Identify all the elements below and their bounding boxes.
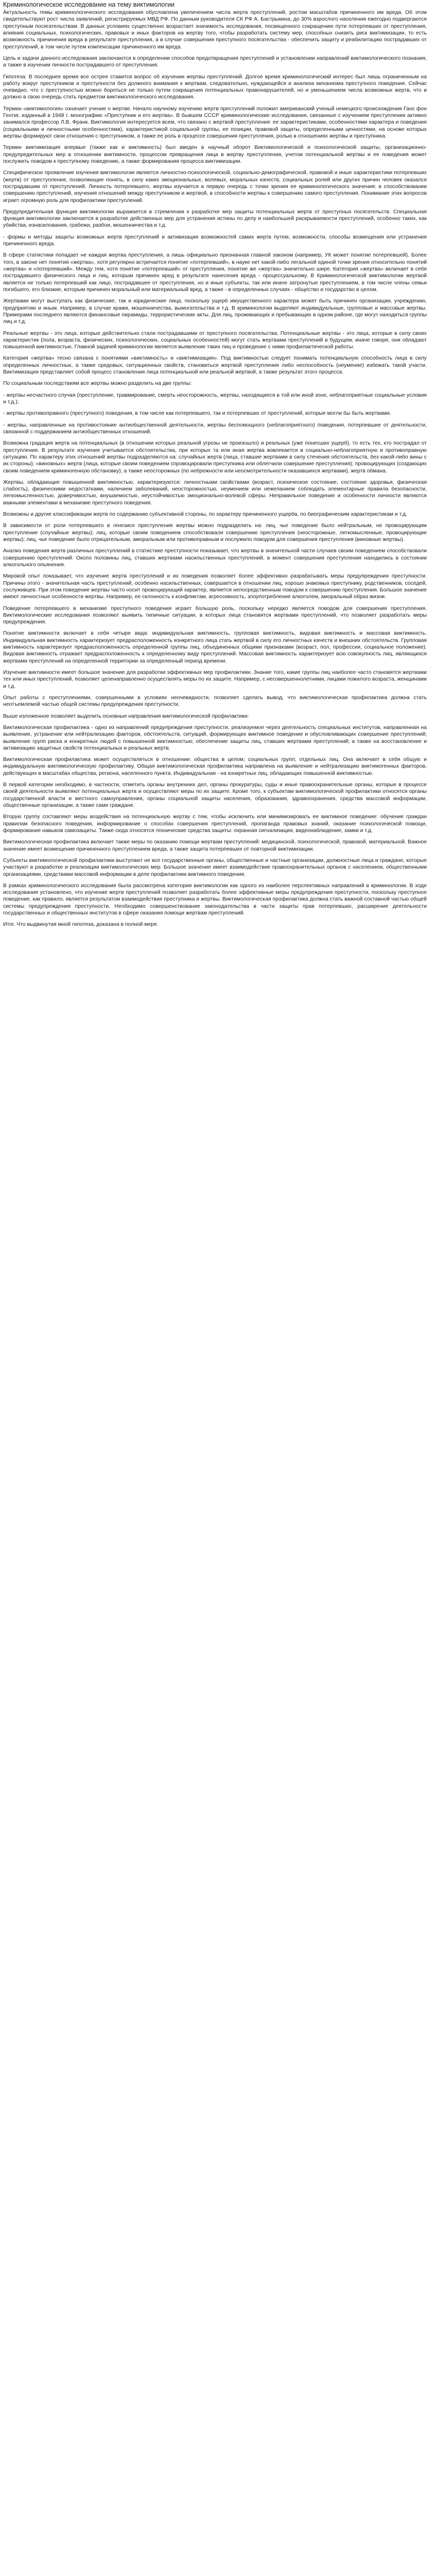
paragraph: Понятие виктимности включает в себя четыре вида: индивидуальная виктимность, групповая виктимность, видовая виктимность и массовая виктимность. Индивидуальная виктимность характеризует предрасположенность конкретного лица стать жертвой в силу его личностных качеств и внешних обстоятельств. Групповая виктимность характеризует предрасположенность определенной группы лиц, объединенных общими признаками (возраст, пол, профессия, социальное положение). Видовая виктимность отражает предрасположенность к определенному виду преступлений. Массовая виктимность характеризует всю совокупность лиц, являющихся жертвами преступлений на определенной территории за определенный период времени. <box>3 631 427 664</box>
paragraph: В зависимости от роли потерпевшего в генезисе преступления жертвы можно подразделить на: лиц, чье поведение было нейтральным, не провоцирующим преступление (случайные жертвы); лиц, которые своим поведением способствовали совершению преступления (неосторожные, легкомысленные, провоцирующие жертвы); лиц, чье поведение было отрицательным, аморальным или противоправным и послужило поводом для совершения преступления (виновные жертвы). <box>3 523 427 543</box>
paragraph: По социальным последствиям все жертвы можно разделить на две группы: <box>3 381 192 387</box>
paragraph: Термин виктимизация впервые (также как и виктимность) был введен в научный оборот Виктимологической и психологической защиты, организационно-предупредительных мер в отношении виктимности, процессом превращения лица в жертву преступления, учетом потенциальной жертвы и ее поведения может послужить поводом к преступному поведению, а также формирования процесса виктимизации. <box>3 145 427 164</box>
paragraph: - жертвы несчастного случая (преступление, травмирование, смерть неосторожность, жертвы, находящиеся в той или иной зоне, неблагоприятные социальные условия и т.д.); <box>3 392 427 405</box>
paragraph: В сфере статистики попадает не каждая жертва преступления, а лишь официально признанная главной законом (например, УК может понятие потерпевшей). Более того, в законе нет понятия «жертва», хотя регулярно встречается понятие «потерпевший», в науке нет какой-либо легальной единой точки зрения относительно понятий «жертва» и «потерпевший». Между тем, хотя понятие «потерпевший» от преступления, понятие же «жертва» значительно шире. Категория «жертва» включает в себя пострадавшего физического лица и лиц, которым причинен вред в результате нанесения вреда - процессуальному. В Криминологической виктимологии жертвой является не только потерпевший как лицо, пострадавшее от преступления, но и иные субъекты, так или иначе затронутые преступлением, в том числе члены семьи погибшего, его близкие, которым причинен моральный или материальный вред, а также - в определенных случаях - общество и государство в целом. <box>3 252 427 293</box>
paragraph: Гипотеза: В последнее время все острее ставится вопрос об изучении жертвы преступлений. Долгое время криминологический интерес был лишь ограниченным на работу вокруг преступников и преступности без должного внимания к жертвам, следовательно, нуждающейся и анализа механизма преступного поведения. Сейчас очевидно, что с преступностью можно бороться не только путем сокращения потенциальных правонарушителей, но и уменьшением числа возможных жертв, что и должно в свою очередь стать предметом виктимологического исследования. <box>3 74 427 100</box>
document-body <box>3 9 427 928</box>
paragraph: Жертвами могут выступать как физические, так и юридические лица, поскольку ущерб имущественного характера может быть причинен организации, учреждению, предприятию и иным. Например, в случае кражи, мошенничества, вымогательства и т.д. В криминологии выделяют индивидуальные, групповые и массовые жертвы. Примерами последнего являются финансовые пирамиды, террористические акты. Для лиц, проживающих и пребывающих в одном районе, где могут находиться группы лиц и т.д. <box>3 298 427 325</box>
paragraph: - жертвы, направленные на противостояние антиобщественной деятельности, жертвы беспомощного (неблагоприятного) поведения, потерпевшие от деятельности, связанной с поддержанием антиобщественных отношений. <box>3 422 427 435</box>
paragraph: Жертвы, обладающие повышенной виктимностью, характеризуются: личностными свойствами (возраст, психическое состояние, состояние здоровья, физическая слабость), физическими недостатками, наличием заболеваний, неосторожностью, неумением или нежеланием соблюдать элементарные правила безопасности, легкомысленностью, доверчивостью, внушаемостью, неустойчивостью эмоционально-волевой сферы. Неправильное поведение и особенности личности являются важными элементами в механизме преступного поведения. <box>3 479 427 506</box>
paragraph: - формы и методы защиты возможных жертв преступлений и активизация возможностей самих жертв путем, возможности, способы возмещения или устранения причиненного вреда. <box>3 234 427 247</box>
paragraph: Субъекты виктимологической профилактики выступают не все государственные органы, общественные и частные организации, должностные лица и граждане, которые участвуют в разработке и реализации виктимологических мер. Большое значение имеет взаимодействие правоохранительных органов с населением, общественными организациями, средствами массовой информации в деле профилактики виктимного поведения. <box>3 857 427 877</box>
paragraph: Возможна градация жертв на потенциальных (в отношении которых реальной угрозы не произошло) и реальных (уже понесших ущерб), то есть тех, кто пострадал от преступления. В результате изучения учитывается обстоятельства, при которых та или иная жертва вовлекается в социально-неблагоприятную и противоправную ситуацию. По характеру этих отношений жертвы подразделяются на: случайных жертв (лица, ставшие жертвами в силу стечения обстоятельств, без какой-либо вины с их стороны); «виновных» жертв (лица, которые своим поведением спровоцировали преступника или облегчили совершение преступления); провоцирующих (создающих своим поведением криминогенную обстановку); а также неосторожных (по небрежности или неосмотрительности оказавшихся жертвами), жертв обмана. <box>3 440 427 474</box>
paragraph: Виктимологическая профилактика включает также меры по оказанию помощи жертвам преступлений: медицинской, психологической, правовой, материальной. Важное значение имеет возмещение причиненного преступлением вреда, а также защита потерпевших от повторной виктимизации. <box>3 839 427 852</box>
paragraph: Анализ поведения жертв различных преступлений в статистике преступности показывает, что жертвы в значительной части случаев своим поведением способствовали совершению преступлений. Около половины лиц, ставших жертвами насильственных преступлений, в момент совершения преступления находились в состоянии алкогольного опьянения. <box>3 548 427 568</box>
paragraph: В рамках криминологического исследования была рассмотрена категория виктимологии как одного из наиболее перспективных направлений в криминологии. В ходе исследования установлено, что изучение жертв преступлений позволяет разработать более эффективные меры предупреждения преступности, поскольку преступное поведение, как правило, является результатом взаимодействия преступника и жертвы. Виктимологическая профилактика должна стать важной составной частью общей системы предупреждения преступности. Необходимо совершенствование законодательства в части защиты прав потерпевших, расширение деятельности государственных и общественных институтов в сфере оказания помощи жертвам преступлений. <box>3 883 427 917</box>
document <box>0 0 430 930</box>
paragraph: Актуальность темы криминологического исследования обусловлена увеличением числа жертв преступлений, ростом масштабов причиненного им вреда. Об этом свидетельствуют рост числа заявлений, регистрируемых МВД РФ. По данным руководителя СК РФ А. Бастрыкина, до 30% взрослого населения ежегодно подвергаются преступным посягательствам. В данных условиях существенно возрастает значимость исследования, посвященного сокращению пути потерпевших от преступления, влияния социальных, психологических, правовых и иных факторов на жертву того, чтобы разработать систему мер, способных снизить риск виктимизации, то есть возможность причинения вреда в результате преступления, а в случае совершения преступного посягательства - обеспечить защиту и реабилитацию пострадавших от преступлений, в том числе путем компенсации причиненного им вреда. <box>3 10 427 50</box>
paragraph: Изучение виктимности имеет большое значение для разработки эффективных мер профилактики. Знание того, какие группы лиц наиболее часто становятся жертвами тех или иных преступлений, позволяет целенаправленно осуществлять меры по их защите. Например, с несовершеннолетними, лицами пожилого возраста, женщинами и т.д. <box>3 670 427 689</box>
paragraph: Мировой опыт показывает, что изучение жертв преступлений и их поведения позволяет более эффективно разрабатывать меры предупреждения преступности. Причины этого - значительная часть преступлений, особенно насильственных, совершается в отношении лиц, хорошо знакомых преступнику, родственников, соседей, сослуживцев. При этом поведение жертвы часто носит провоцирующий характер, является непосредственным поводом к совершению преступления. Большое значение имеют личностные особенности жертвы. Например, ее склонность к конфликтам, агрессивность, злоупотребление алкоголем, аморальный образ жизни. <box>3 573 427 600</box>
paragraph: Реальные жертвы - это лица, которые действительно стали пострадавшими от преступного посягательства. Потенциальные жертвы - это лица, которые в силу своих характеристик (пола, возраста, физических, психологических, социальных особенностей) могут стать жертвами преступлений в будущем; иначе говоря, они обладают повышенной виктимностью. Главной задачей криминологии является выявление таких лиц и проведение с ними профилактической работы. <box>3 330 427 350</box>
paragraph: Специфическое проявление изучения виктимологии является личностно-психологической, социально-демографической, правовой и иные характеристики потерпевших (жертв) от преступления, позволяющие понять, в силу каких эмоциональных, волевых, моральных качеств, социальных ролей или других причин человек оказался пострадавшим от преступлений. Личность потерпевшего, жертвы изучается в первую очередь с точки зрения ее криминологического значения: в способствовании совершению преступлений, изучения отношений между преступником и жертвой, в способности жертвы к совершению самого преступления. Понимание этих вопросов играет огромную роль для профилактики преступлений. <box>3 170 427 204</box>
paragraph: Предупредительная функция виктимологии выражается в стремлении к разработке мер защиты потенциальных жертв от преступных посягательств. Специальная функция виктимологии заключается в разработке действенных мер для устранения истины по делу и наибольшей раскрываемости преступлений, особенно таких, как убийства, изнасилования, грабежи, разбои, мошенничества и т.д. <box>3 209 427 229</box>
paragraph: Поведение потерпевшего в механизме преступного поведения играет большую роль, поскольку нередко является поводом для совершения преступления. Виктимологические исследования позволяют выявить типичные ситуации, в которых лица становятся жертвами преступлений, что позволяет разработать меры предупреждения. <box>3 605 427 625</box>
paragraph: Вторую группу составляют меры воздействия на потенциальную жертву с тем, чтобы исключить или минимизировать ее виктимное поведение: обучение граждан правилам безопасного поведения, информирование о способах совершения преступлений, пропаганда правовых знаний, оказание психологической помощи, формирование навыков самозащиты. Также сюда относятся технические средства защиты: охранная сигнализация, видеонаблюдение, замки и т.д. <box>3 814 427 834</box>
paragraph: Термин «виктимология» означает учение о жертве. Начало научному изучению жертв преступлений положил американский ученый немецкого происхождения Ганс фон Гентиг, изданный в 1948 г. монографию «Преступник и его жертва». В бывшем СССР криминологические исследования, связанные с изучением преступления активно занимался профессор Л.В. Франк. Виктимология интересуется всем, что связано с жертвой преступления: ее характеристиками, особенностями характера и поведения (социальными и личностными особенностями), характеристикой социальной группы, ее позиции, правовой защиты, определенными ценностями, на основе которых жертвы формируют свои отношения с преступником, а также ее роль в процессе совершения преступления, ролью в отношениях жертвы и преступника. <box>3 106 427 139</box>
paragraph: Категория «жертва» тесно связана с понятиями «виктимность» и «виктимизация». Под виктимностью следует понимать потенциальную способность лица в силу определенных личностных, а также средовых, ситуационных свойств, становиться жертвой преступления либо неспособность (неумение) избежать такой участи. Виктимизация представляет собой процесс становления лица потенциальной или реальной жертвой, а также результат этого процесса. <box>3 355 427 376</box>
paragraph: В первой категории необходимо, в частности, отметить органы внутренних дел, органы прокуратуры, суды и иные правоохранительные органы, которые в процессе своей деятельности выявляют потенциальных жертв и осуществляют меры по их защите. Кроме того, к субъектам виктимологической профилактики относятся органы государственной власти и местного самоуправления, органы социальной защиты населения, образования, здравоохранения, средства массовой информации, общественные организации, а также сами граждане. <box>3 782 427 808</box>
document-title: Криминологическое исследование на тему виктимологии <box>3 1 175 8</box>
paragraph: Возможны и другие классификации жертв по содержанию субъективной стороны, по характеру причиненного ущерба, по биографическим характеристикам и т.д. <box>3 512 408 518</box>
paragraph: - жертвы противоправного (преступного) поведения, в том числе как потерпевшего, так и потерпевших от преступлений, которые могли бы быть жертвами. <box>3 411 391 417</box>
paragraph: Опыт работы с преступлениями, совершенными в условиях неочевидности, позволяет сделать вывод, что виктимологическая профилактика должна стать неотъемлемой частью общей системы предупреждения преступности. <box>3 694 427 708</box>
paragraph: Виктимологическая профилактика - одно из направлений предупреждения преступности, реализуемое через деятельность специальных институтов, направленная на выявление, устранение или нейтрализацию факторов, обстоятельств, ситуаций, формирующих виктимное поведение и обусловливающих совершение преступлений; выявление групп риска и конкретных людей с повышенной виктимностью; обеспечение защиты лиц, ставших жертвами преступлений; а также на восстановление и активизацию защитных свойств потенциальных и реальных жертв. <box>3 724 427 751</box>
paragraph: Итог. Что выдвинутая мной гипотеза, доказана в полной мере. <box>3 922 159 928</box>
paragraph: Виктимологическая профилактика может осуществляться в отношении: общества в целом; социальных групп; отдельных лиц. Она включает в себя общую и индивидуальную виктимологическую профилактику. Общая виктимологическая профилактика направлена на выявление и нейтрализацию виктимогенных факторов, действующих в масштабах общества, региона, населенного пункта. Индивидуальная - на конкретных лиц, обладающих повышенной виктимностью. <box>3 757 427 776</box>
paragraph: Выше изложенное позволяет выделить основные направления виктимологической профилактики: <box>3 713 249 719</box>
paragraph: Цель и задачи данного исследования заключаются в определении способов предотвращения преступлений и установлении направлений виктимологического познания, а также в изучении личности пострадавшего от преступления. <box>3 55 427 69</box>
